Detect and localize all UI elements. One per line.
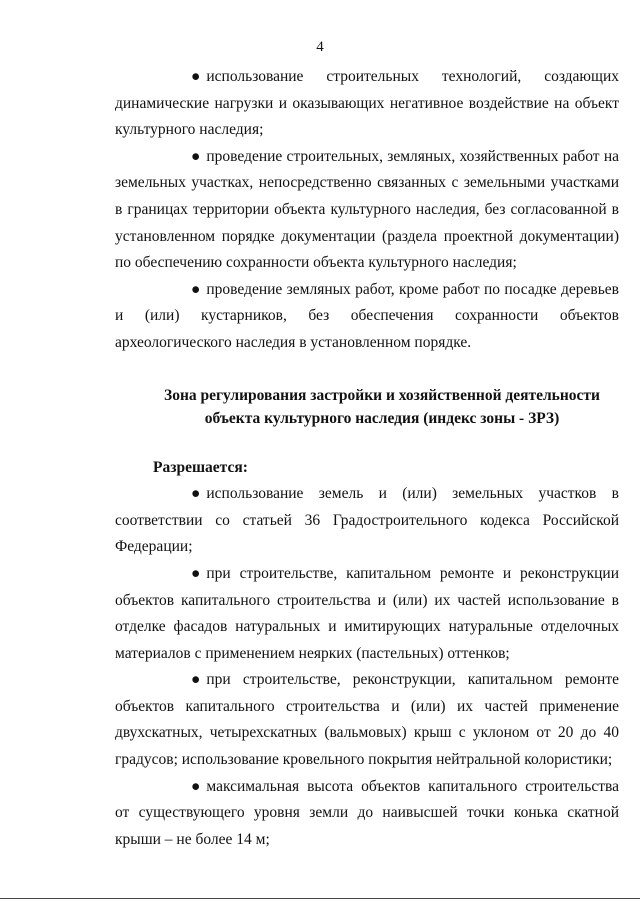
bullet-icon: ● <box>191 147 201 165</box>
list-item-text: использование земель и (или) земельных участков в соответствии со статьей 36 Градостроительного кодекса Российской Федерации; <box>115 485 619 556</box>
bullet-icon: ● <box>191 68 201 85</box>
section-heading-line: Зона регулирования застройки и хозяйственной деятельности <box>164 386 600 404</box>
list-item-text: при строительстве, реконструкции, капитальном ремонте объектов капитального строительства и (или) их частей применение двухскатных, четырехскатных (вальмовых) крыш с уклоном от 20 до 40 градусов; использование кровельного покрытия нейтральной колористики; <box>115 671 619 769</box>
list-item-text: максимальная высота объектов капитального строительства от существующего уровня земли до наивысшей точки конька скатной крыши – не более 14 м; <box>115 777 619 848</box>
section-subheading: Разрешается: <box>153 458 248 476</box>
list-item <box>115 64 619 144</box>
list-item-text: при строительстве, капитальном ремонте и реконструкции объектов капитального строительства и (или) их частей использование в отделке фасадов натуральных и имитирующих натуральные отделочных материалов с применением неярких (пастельных) оттенков; <box>115 564 619 662</box>
list-item <box>115 667 619 773</box>
list-item-text: проведение земляных работ, кроме работ по посадке деревьев и (или) кустарников, без обеспечения сохранности объектов археологического наследия в установленном порядке. <box>115 280 619 351</box>
list-item <box>115 277 619 357</box>
list-item <box>115 774 619 854</box>
bullet-icon: ● <box>191 564 201 582</box>
page-number: 4 <box>316 39 324 55</box>
list-item-text: проведение строительных, земляных, хозяйственных работ на земельных участках, непосредственно связанных с земельными участками в границах территории объекта культурного наследия, без согласованной в установленном порядке документации (раздела проектной документации) по обеспечению сохранности объекта культурного наследия; <box>115 147 619 272</box>
section-heading <box>115 384 619 430</box>
bullet-icon: ● <box>191 485 201 503</box>
list-item <box>115 481 619 561</box>
document-body <box>115 64 619 853</box>
list-item <box>115 144 619 277</box>
list-item-text: использование строительных технологий, создающих динамические нагрузки и оказывающих негативное воздействие на объект культурного наследия; <box>115 68 619 139</box>
section-heading-line: объекта культурного наследия (индекс зоны - ЗРЗ) <box>204 409 560 427</box>
bullet-icon: ● <box>191 671 201 689</box>
bullet-icon: ● <box>191 777 201 795</box>
list-item <box>115 561 619 667</box>
bullet-icon: ● <box>191 280 201 298</box>
scan-edge-divider <box>0 898 640 899</box>
